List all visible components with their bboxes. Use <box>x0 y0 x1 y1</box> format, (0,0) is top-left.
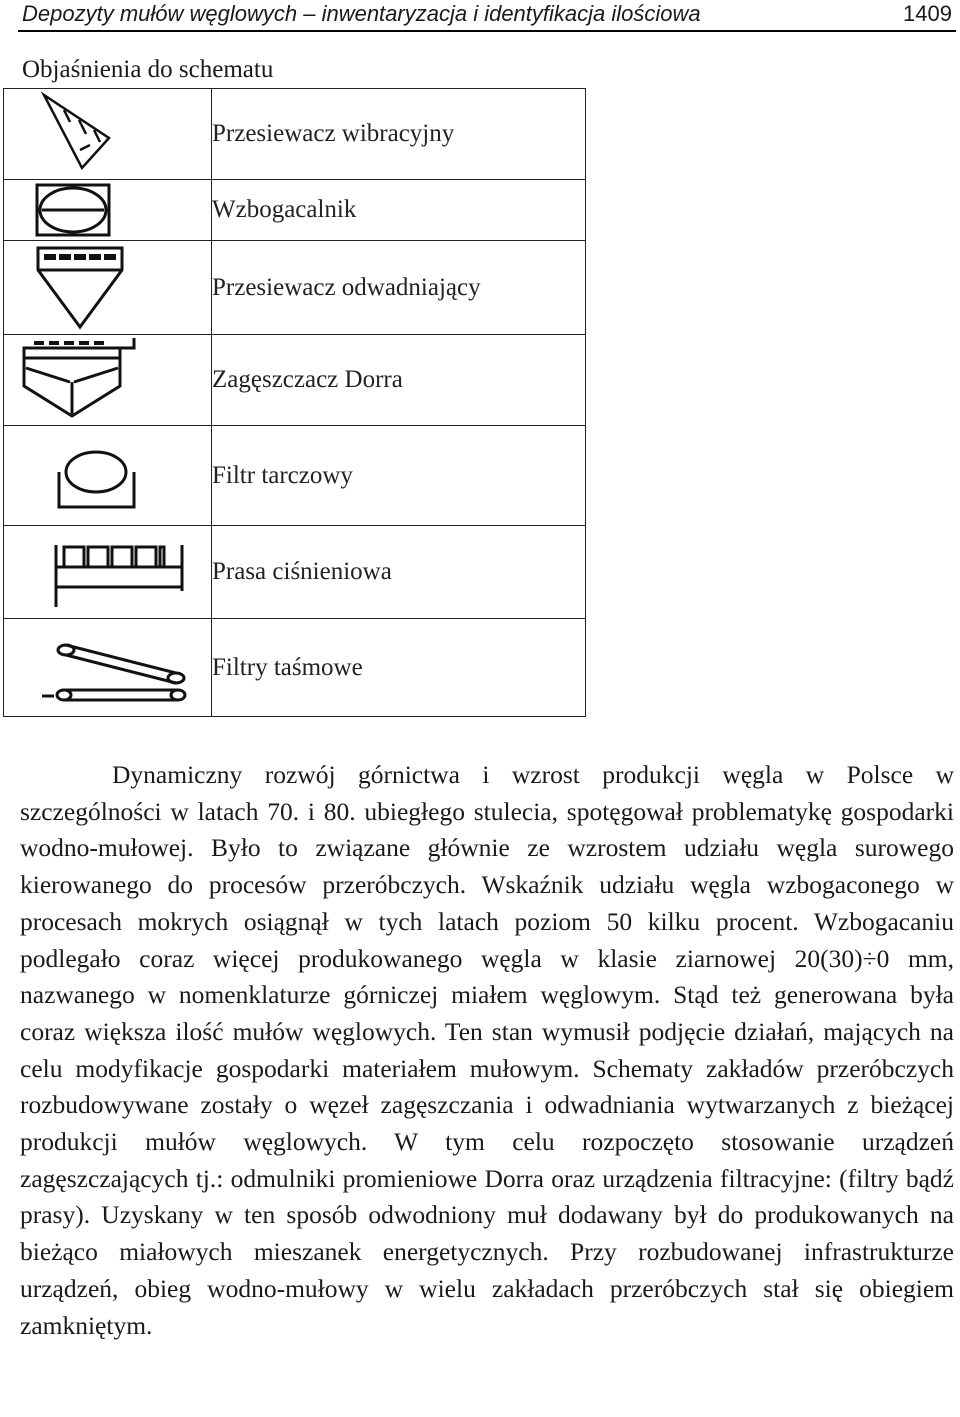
legend-row <box>4 526 586 619</box>
legend-table <box>3 88 586 717</box>
running-header <box>18 0 956 32</box>
legend-symbol-cell <box>4 426 212 526</box>
legend-symbol-cell <box>4 89 212 180</box>
legend-label: Wzbogacalnik <box>212 180 586 241</box>
legend-symbol-cell <box>4 180 212 241</box>
legend-label: Zagęszczacz Dorra <box>212 335 586 426</box>
legend-row <box>4 241 586 335</box>
legend-symbol-cell <box>4 619 212 717</box>
concentrator-icon <box>4 181 209 240</box>
disc-filter-icon <box>4 427 209 525</box>
page-number: 1409 <box>903 1 952 26</box>
legend-row <box>4 335 586 426</box>
legend-label: Przesiewacz odwadniający <box>212 241 586 335</box>
legend-row <box>4 619 586 717</box>
legend-label: Filtry taśmowe <box>212 619 586 717</box>
dorr-thickener-icon <box>4 336 209 425</box>
legend-label: Przesiewacz wibracyjny <box>212 89 586 180</box>
legend-row <box>4 426 586 526</box>
legend-row <box>4 180 586 241</box>
filter-press-icon <box>4 527 209 618</box>
legend-row <box>4 89 586 180</box>
vibrating-screen-icon <box>4 90 209 179</box>
legend-label: Filtr tarczowy <box>212 426 586 526</box>
body-paragraph: Dynamiczny rozwój górnictwa i wzrost produkcji węgla w Polsce w szczególności w latach 70. i 80. ubiegłego stulecia, spotęgował problematykę gospodarki wodno-mułowej. Było to związane głównie ze wzrostem udziału węgla surowego kierowanego do procesów przeróbczych. Wskaźnik udziału węgla wzbogaconego w procesach mokrych osiągnął w tych latach poziom 50 kilku procent. Wzbogacaniu podlegało coraz więcej produkowanego węgla w klasie ziarnowej 20(30)÷0 mm, nazwanego w nomenklaturze górniczej miałem węglowym. Stąd też generowana była coraz większa ilość mułów węglowych. Ten stan wymusił podjęcie działań, mających na celu modyfikacje gospodarki materiałem mułowym. Schematy zakładów przeróbczych rozbudowywane zostały o węzeł zagęszczania i odwadniania wytwarzanych z bieżącej produkcji mułów węglowych. W tym celu rozpoczęto stosowanie urządzeń zagęszczających tj.: odmulniki promieniowe Dorra oraz urządzenia filtracyjne: (filtry bądź prasy). Uzyskany w ten sposób odwodniony muł dodawany był do produkowanych na bieżąco miałowych mieszanek energetycznych. Przy rozbudowanej infrastrukturze urządzeń, obieg wodno-mułowy w wielu zakładach przeróbczych stał się obiegiem zamkniętym. <box>20 760 954 1340</box>
legend-symbol-cell <box>4 335 212 426</box>
belt-filters-icon <box>4 620 209 716</box>
body-text <box>20 757 954 1344</box>
dewatering-screen-icon <box>4 242 209 334</box>
legend-title: Objaśnienia do schematu <box>22 56 274 83</box>
legend-symbol-cell <box>4 526 212 619</box>
header-title: Depozyty mułów węglowych – inwentaryzacja i identyfikacja ilościowa <box>22 1 701 26</box>
legend-symbol-cell <box>4 241 212 335</box>
legend-label: Prasa ciśnieniowa <box>212 526 586 619</box>
